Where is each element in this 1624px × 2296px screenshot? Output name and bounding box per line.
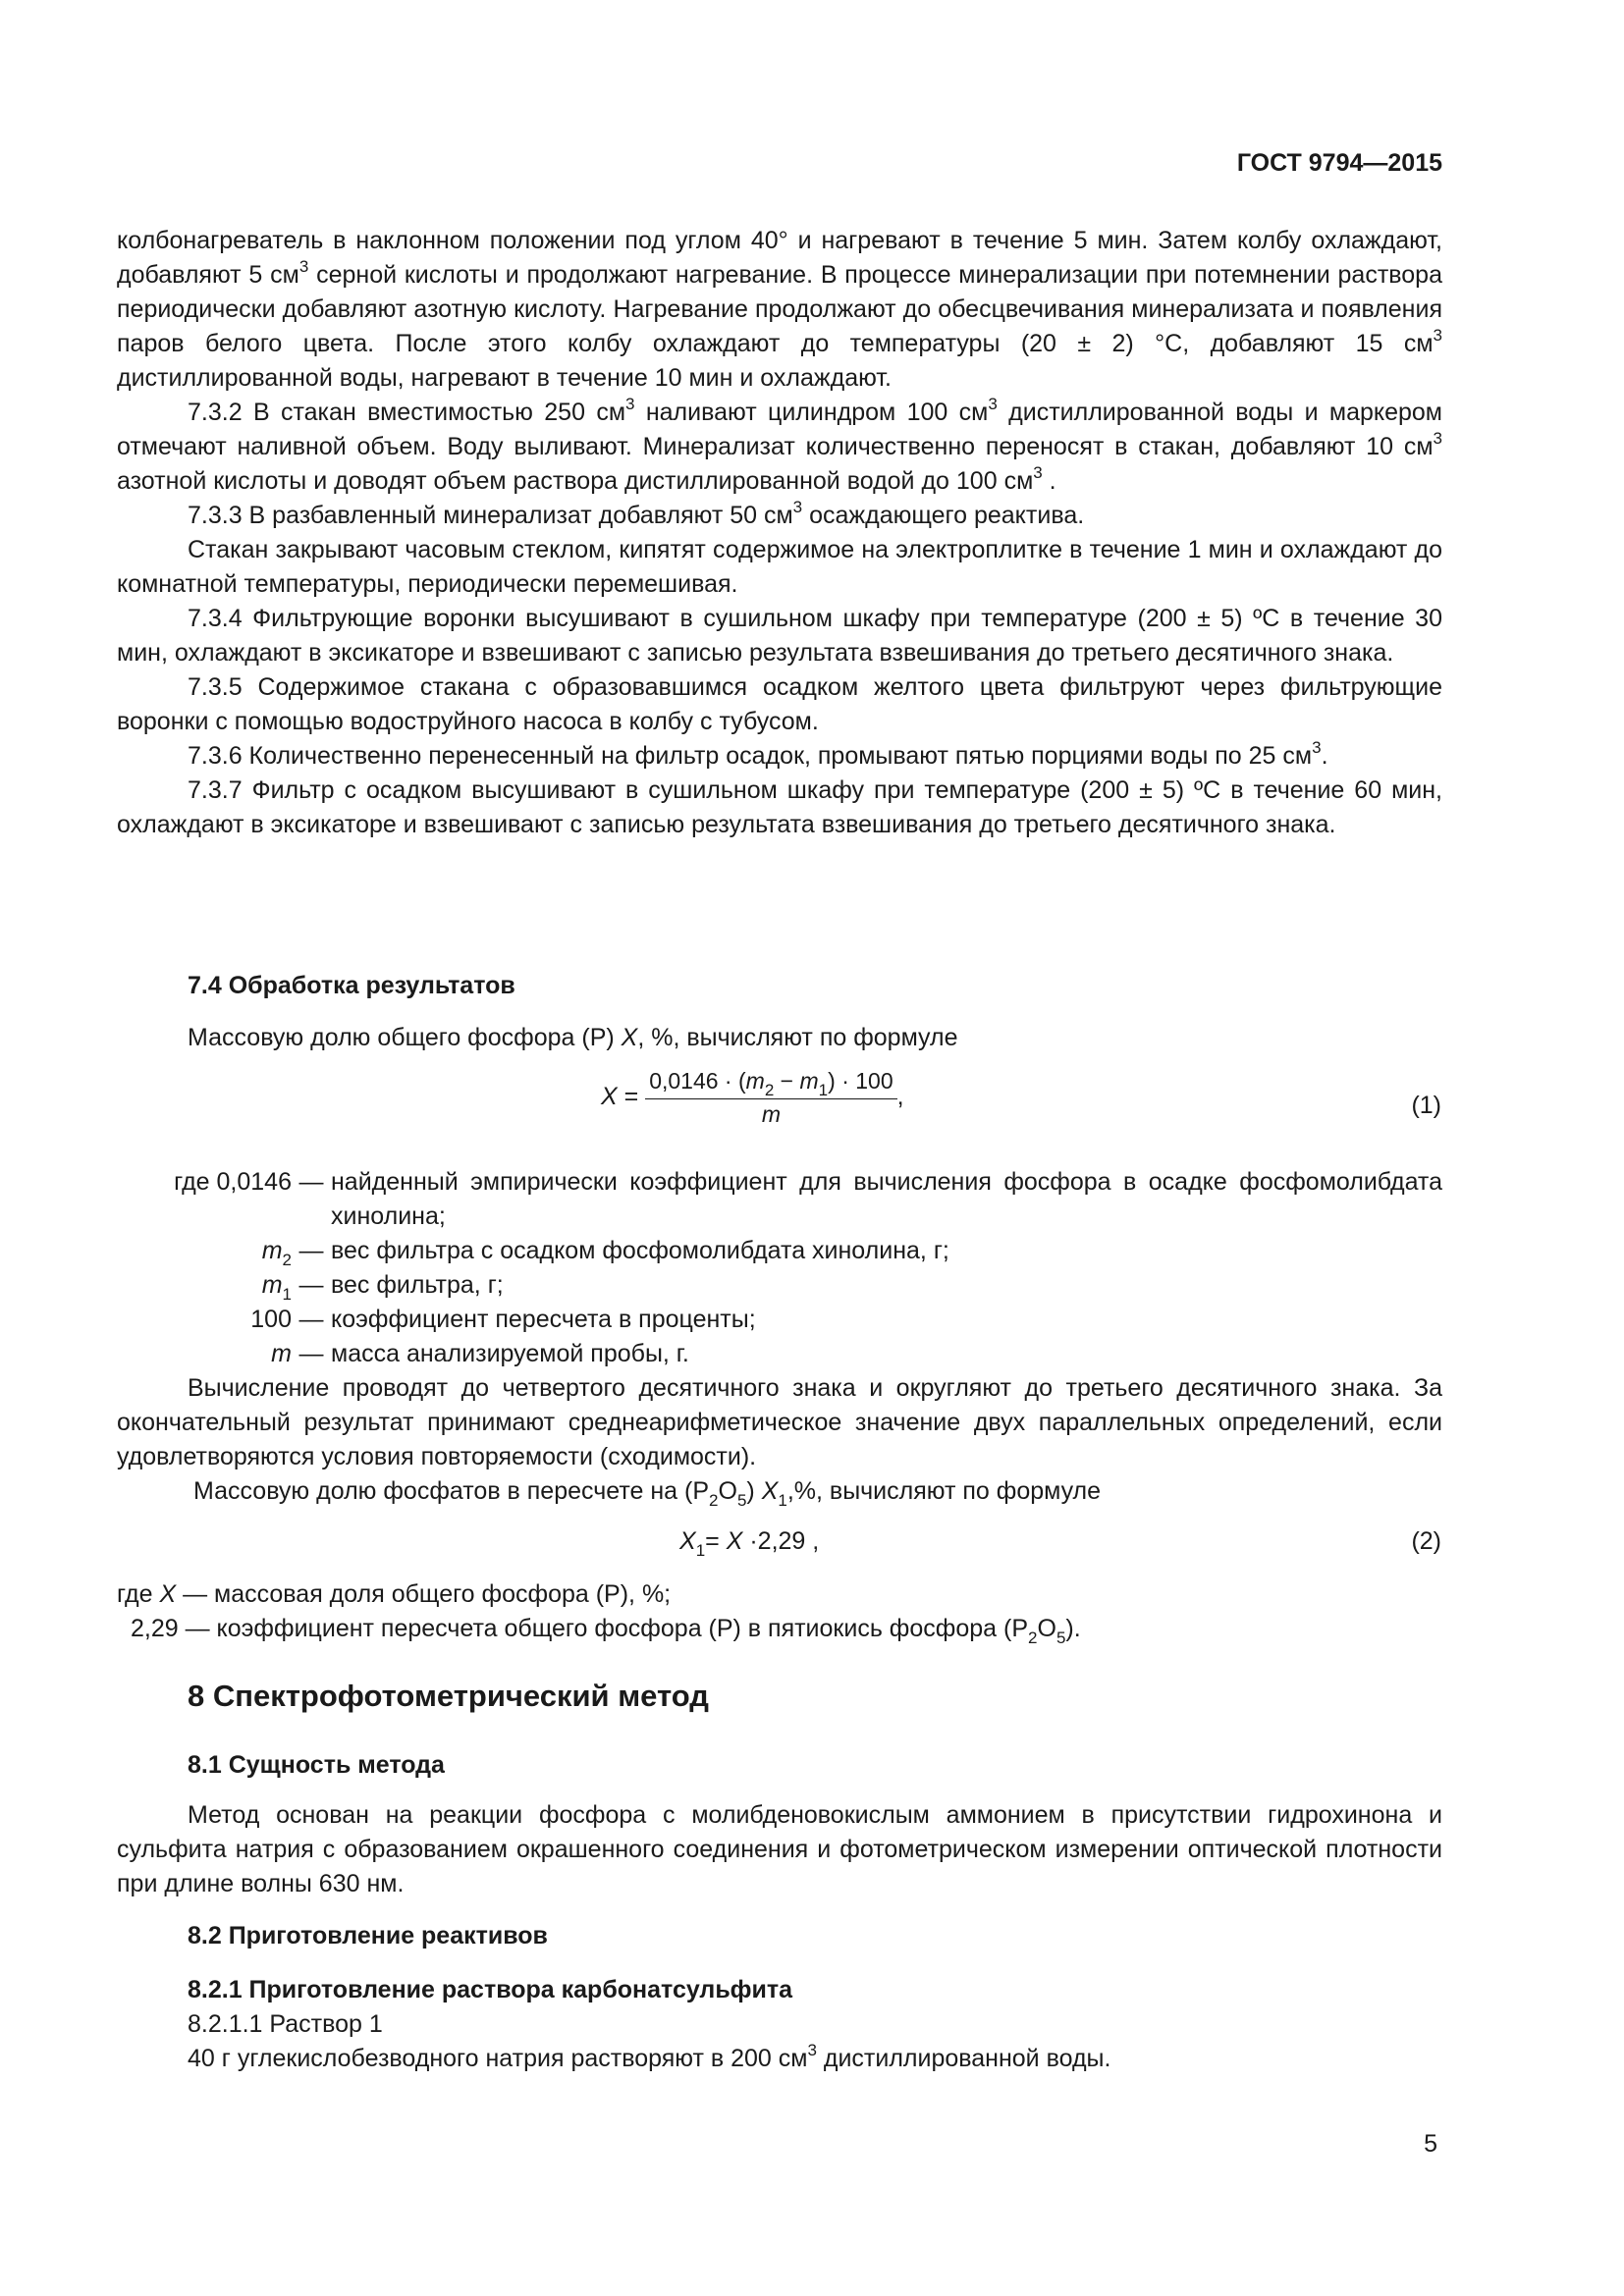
- paragraph-7-3-3-b: Стакан закрывают часовым стеклом, кипятят содержимое на электроплитке в течение 1 мин и охлаждают до комнатной температуры, периодически перемешивая.: [117, 536, 1442, 598]
- paragraph-7-3-5: 7.3.5 Содержимое стакана с образовавшимся осадком желтого цвета фильтруют через фильтрующие воронки с помощью водоструйного насоса в колбу с тубусом.: [117, 673, 1442, 735]
- formula-1-number: (1): [1411, 1092, 1441, 1119]
- section-heading-8-2-1: 8.2.1 Приготовление раствора карбонатсульфита: [188, 1976, 793, 2003]
- formula-2: $X_1= X \cdot 2,29$ ,: [679, 1527, 820, 1560]
- paragraph-continuation: колбонагреватель в наклонном положении под углом 40° и нагревают в течение 5 мин. Затем колбу охлаждают, добавляют 5 $см^3$ серной кислоты и продолжают нагревание. В процессе минерализации при потемнении раствора периодически добавляют азотную кислоту. Нагревание продолжают до обесцвечивания минерализата и появления паров белого цвета. После этого колбу охлаждают до температуры (20 ± 2) °С, добавляют 15 $см^3$ дистиллированной воды, нагревают в течение 10 мин и охлаждают.: [117, 227, 1442, 392]
- paragraph-phosphates: Массовую долю фосфатов в пересчете на $(Р_2О_5)$ $X_1,\%$, вычисляют по формуле: [193, 1477, 1102, 1510]
- formula-1: X = $\frac{0,0146 \cdot (m_2 - m_1) \cdot 100}{m}$ ,: [601, 1068, 904, 1127]
- page-number: 5: [1424, 2130, 1437, 2158]
- paragraph-7-3-2: 7.3.2 В стакан вместимостью 250 $см^3$ наливают цилиндром 100 $см^3$ дистиллированной воды и маркером отмечают наливной объем. Воду выливают. Минерализат количественно переносят в стакан, добавляют 10 $см^3$ азотной кислоты и доводят объем раствора дистиллированной водой до 100 $см^3$ .: [117, 395, 1442, 495]
- formula-1-fraction: $\frac{0,0146 \cdot (m_2 - m_1) \cdot 100}{m}$: [645, 1068, 896, 1128]
- paragraph-calculation: Вычисление проводят до четвертого десятичного знака и округляют до третьего десятичного знака. За окончательный результат принимают среднеарифметическое значение двух параллельных определений, если удовлетворяются условия повторяемости (сходимости).: [117, 1374, 1442, 1470]
- section-heading-8-2: 8.2 Приготовление реактивов: [188, 1922, 548, 1949]
- legend-item: 100 — коэффициент пересчета в проценты;: [250, 1306, 756, 1333]
- legend-item: $m_2$ — вес фильтра с осадком фосфомолибдата хинолина, г;: [261, 1237, 949, 1269]
- paragraph-7-3-4: 7.3.4 Фильтрующие воронки высушивают в сушильном шкафу при температуре (200 ± 5) ºС в течение 30 мин, охлаждают в эксикаторе и взвешивают с записью результата взвешивания до третьего десятичного знака.: [117, 605, 1442, 667]
- formula-2-legend: где X — массовая доля общего фосфора (Р), %; 2,29 — коэффициент пересчета общего фосфора (Р) в пятиокись фосфора $(Р_2О_5)$.: [117, 1580, 1081, 1647]
- paragraph-8-2-1-1: 8.2.1.1 Раствор 1 40 г углекислобезводного натрия растворяют в 200 $см^3$ дистиллированной воды.: [188, 2010, 1111, 2072]
- legend-item: $m_1$ — вес фильтра, г;: [261, 1271, 504, 1304]
- paragraph-8-1: Метод основан на реакции фосфора с молибденовокислым аммонием в присутствии гидрохинона и сульфита натрия с образованием окрашенного соединения и фотометрическом измерении оптической плотности при длине волны 630 нм.: [117, 1801, 1442, 1897]
- paragraph-7-3-3: 7.3.3 В разбавленный минерализат добавляют 50 $см^3$ осаждающего реактива.: [188, 498, 1085, 529]
- formula-2-number: (2): [1411, 1527, 1441, 1555]
- paragraph-7-3-7: 7.3.7 Фильтр с осадком высушивают в сушильном шкафу при температуре (200 ± 5) ºС в течение 60 мин, охлаждают в эксикаторе и взвешивают с записью результата взвешивания до третьего десятичного знака.: [117, 776, 1442, 838]
- document-code-header: ГОСТ 9794—2015: [1236, 149, 1442, 177]
- legend-item: m — масса анализируемой пробы, г.: [271, 1340, 689, 1367]
- section-heading-8-1: 8.1 Сущность метода: [188, 1751, 445, 1779]
- paragraph-7-4: Массовую долю общего фосфора (Р) X, %, вычисляют по формуле: [188, 1024, 958, 1051]
- formula-1-legend: [117, 1165, 1442, 1371]
- body-text-block-1: [117, 224, 1442, 842]
- legend-item: где 0,0146 — найденный эмпирически коэффициент для вычисления фосфора в осадке фосфомолибдата хинолина;: [174, 1168, 1442, 1230]
- section-heading-8: 8 Спектрофотометрический метод: [188, 1679, 709, 1713]
- section-heading-7-4: 7.4 Обработка результатов: [188, 972, 515, 999]
- paragraph-7-3-6: 7.3.6 Количественно перенесенный на фильтр осадок, промывают пятью порциями воды по 25 $см^3$.: [188, 738, 1328, 770]
